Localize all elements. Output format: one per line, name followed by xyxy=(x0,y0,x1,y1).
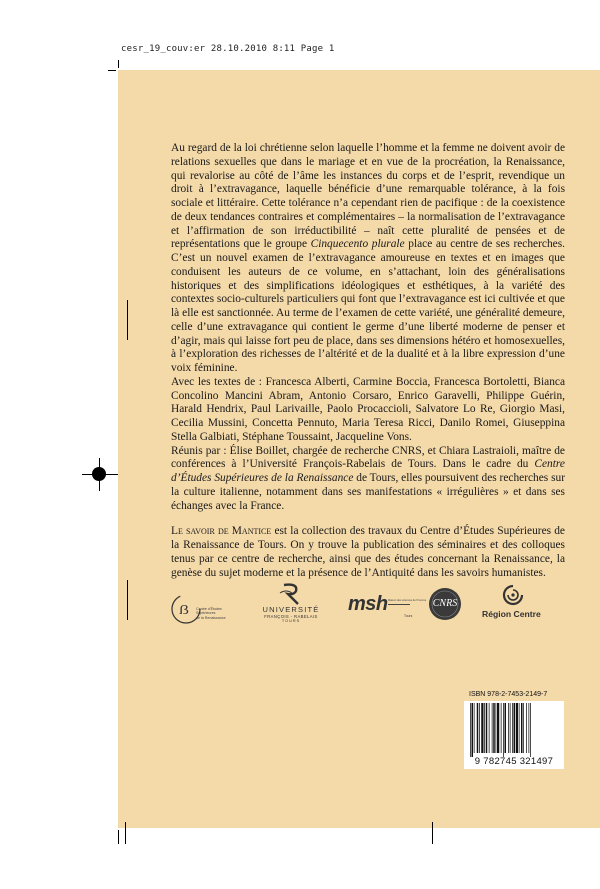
cnrs-wordmark: CNRS xyxy=(432,598,458,609)
crop-mark-top-left-v xyxy=(118,60,119,68)
barcode-number: 9 782745 321497 xyxy=(474,756,554,767)
cesr-line-3: de la Renaissance xyxy=(196,615,226,620)
crop-mark-bottom-left-v xyxy=(125,822,126,844)
universite-logo xyxy=(255,583,327,629)
group-name: Cinquecento plurale xyxy=(310,238,405,251)
collection-name: Le savoir de Mantice xyxy=(171,525,272,538)
region-emblem-icon xyxy=(502,584,524,606)
registration-mark-icon xyxy=(92,467,106,481)
svg-text:ẞ: ẞ xyxy=(179,603,189,618)
region-name: Région Centre xyxy=(482,609,541,619)
back-cover-text xyxy=(171,142,565,580)
cesr-line-1: Centre d’Études xyxy=(196,607,222,611)
crop-mark-left-mid-v xyxy=(127,300,128,340)
centre-name: Centre d’Études Supérieures de la Renaissance xyxy=(171,458,565,484)
partner-logos xyxy=(170,583,570,633)
barcode xyxy=(464,701,564,769)
print-slug-line: cesr_19_couv:er 28.10.2010 8:11 Page 1 xyxy=(121,44,335,54)
crop-mark-top-left-h xyxy=(108,70,116,71)
universite-name: UNIVERSITÉ xyxy=(262,605,320,614)
msh-rule xyxy=(388,604,410,605)
universite-emblem-icon xyxy=(276,583,306,605)
cnrs-logo xyxy=(428,583,462,629)
cesr-letters xyxy=(176,593,179,594)
isbn-label: ISBN 978-2-7453-2149-7 xyxy=(469,691,548,698)
contributors-paragraph: Avec les textes de : Francesca Alberti, Carmine Boccia, Francesca Bortoletti, Bianca Concolino Mancini Abram, Antonio Corsaro, Enrico Garavelli, Philippe Guérin, Harald Hendrix, Paul Larivaille, Paolo Procaccioli, Salvatore Lo Re, Giorgio Masi, Cecilia Mussini, Concetta Pennuto, Maria Teresa Ricci, Danilo Romei, Giuseppina Stella Galbiati, Stéphane Toussaint, Jacqueline Vons. xyxy=(171,375,565,443)
cesr-line-2: Supérieures xyxy=(196,611,216,616)
collection-paragraph: Le savoir de Mantice est la collection des travaux du Centre d’Études Supérieures de la Renaissance de Tours. On y trouve la publication des séminaires et des colloques tenus par ce centre de recherche, ainsi que des études concernant la Renaissance, la genèse du sujet moderne et la présence de l’Antiquité dans les savoirs humanistes. xyxy=(171,525,565,579)
barcode-bars-icon xyxy=(464,703,564,759)
crop-mark-bottom-left-v2 xyxy=(118,830,119,844)
editors-paragraph: Réunis par : Élise Boillet, chargée de recherche CNRS, et Chiara Lastraioli, maître de conférences à l’Université François-Rabelais de Tours. Dans le cadre du Centre d’Études Supérieures de la Renaissance de Tours, elles poursuivent des recherches sur la culture italienne, notamment dans ses manifestations « irrégulières » et dans ses échanges avec la France. xyxy=(171,444,566,512)
universite-city: TOURS xyxy=(281,619,301,623)
crop-mark-left-mid-v2 xyxy=(127,580,128,620)
region-centre-logo xyxy=(482,583,554,629)
msh-city: Tours xyxy=(404,614,413,618)
crop-mark-bottom-mid-v xyxy=(432,822,433,844)
universite-sub: FRANÇOIS - RABELAIS xyxy=(264,614,318,619)
summary-paragraph: Au regard de la loi chrétienne selon laquelle l’homme et la femme ne doivent avoir de relations sexuelles que dans le mariage et en vue de la procréation, la Renaissance, qui revalorise au côté de l’âme les instances du corps et de l’esprit, revendique un droit à l’extravagance, laquelle bénéficie d’une remarquable tolérance, à la fois sociale et littéraire. Cette tolérance n’a cependant rien de pacifique : de la coexistence de deux tendances contraires et complémentaires – la normalisation de l’extravagance et l’affirmation de son irréductibilité – naît cette pluralité de pensées et de représentations que le groupe Cinquecento plurale place au centre de ses recherches. C’est un nouvel examen de l’extravagance amoureuse en textes et en images que conduisent les auteurs de ce volume, en s’attachant, loin des généralisations historiques et des simplifications idéologiques et esthétiques, à la variété des contextes socio-culturels particuliers qui font que l’extravagance est ici cultivée et que là elle est sanctionnée. Au terme de l’examen de cette variété, une généralité demeure, celle d’une extravagance qui contient le germe d’une liberté moderne de penser et d’agir, mais qui laisse fort peu de place, dans ses dimensions hétéro et homosexuelles, à l’exploration des richesses de l’altérité et de la dualité et à la libre expression d’une voix féminine. xyxy=(171,142,565,374)
cesr-logo xyxy=(170,583,232,629)
msh-wordmark: msh xyxy=(348,593,388,615)
msh-logo xyxy=(348,583,428,629)
msh-small-text: Maison des sciences de l’homme xyxy=(388,599,427,602)
